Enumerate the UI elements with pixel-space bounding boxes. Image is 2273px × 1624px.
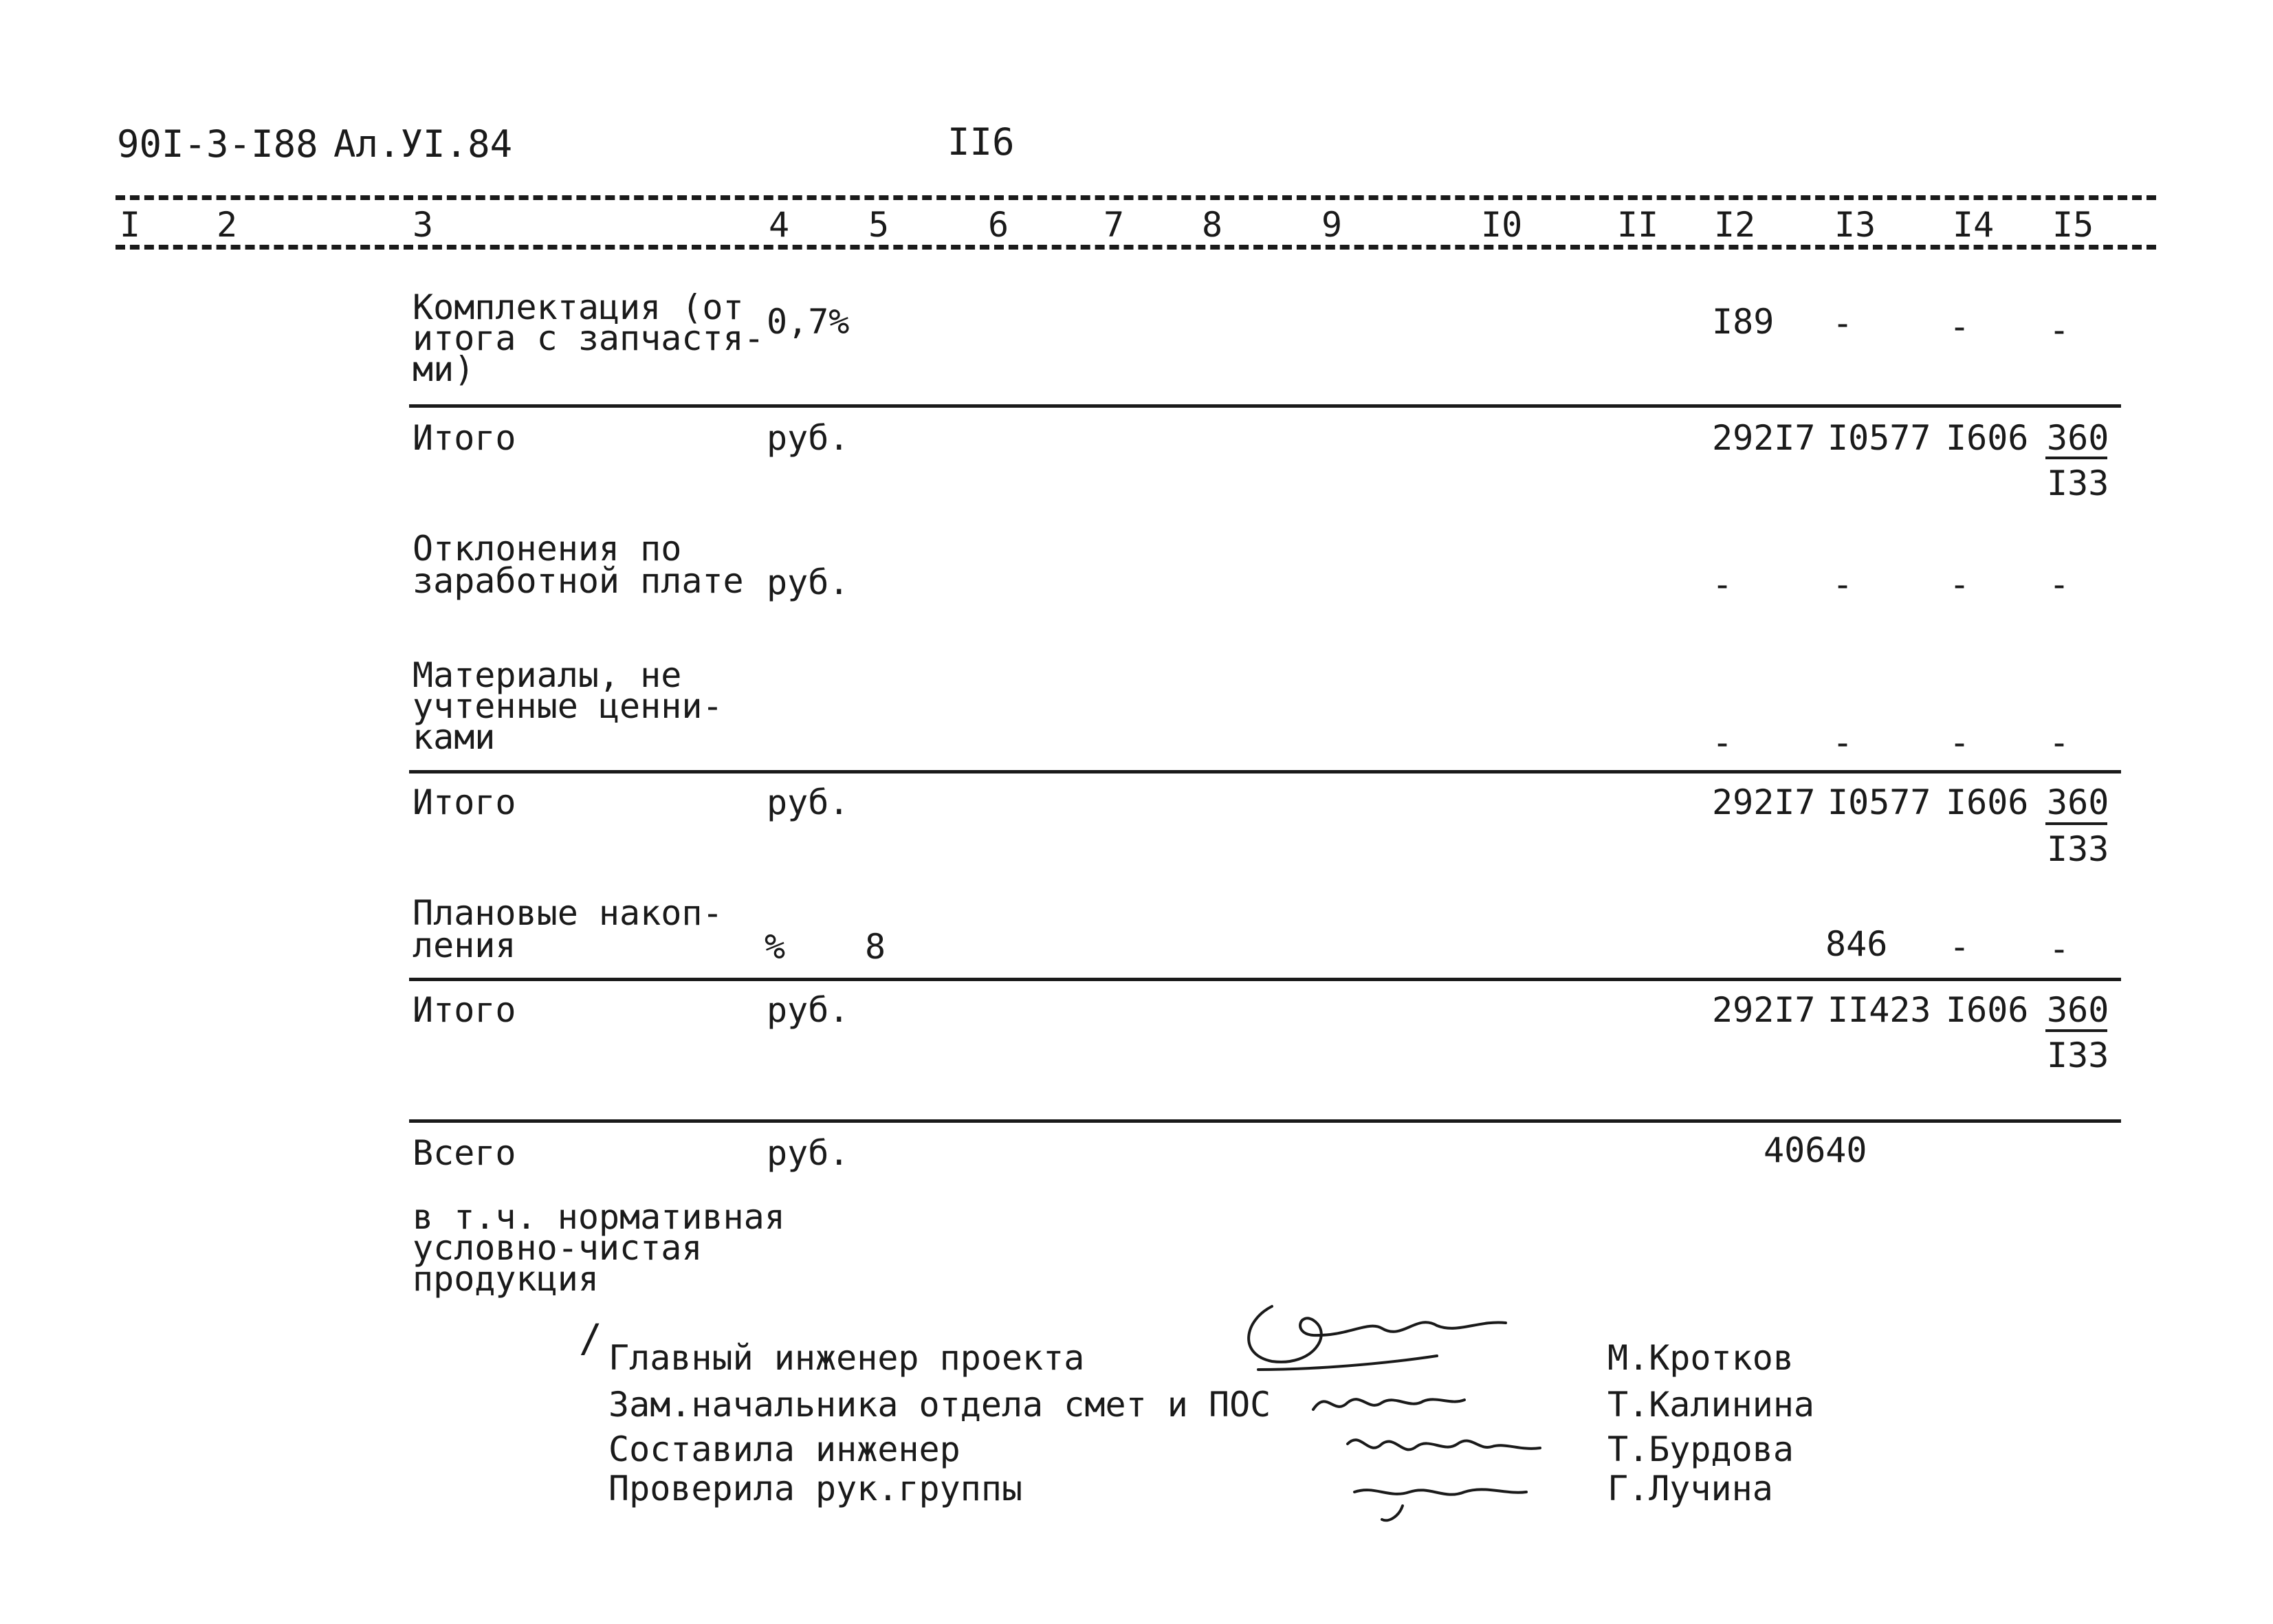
row-col15-numerator: 360 [2047, 418, 2109, 458]
row-col13: II423 [1827, 990, 1931, 1030]
note-text: в т.ч. нормативная условно-чистая продукция [413, 1197, 785, 1299]
row-col15: - [2049, 929, 2070, 969]
row-label: Материалы, не учтенные ценни- ками [413, 655, 723, 757]
signature-name: Г.Лучина [1607, 1469, 1773, 1508]
row-col14: - [1949, 927, 1970, 967]
row-label: Отклонения по заработной плате [413, 529, 744, 601]
signature-role: Проверила рук.группы [608, 1469, 1023, 1508]
column-number-9: 9 [1321, 205, 1343, 245]
row-unit: руб. [767, 782, 850, 822]
row-label: Итого [413, 990, 516, 1030]
handwritten-signature-2 [1306, 1382, 1471, 1423]
column-header-top-rule [116, 195, 2156, 200]
column-number-10: I0 [1481, 205, 1523, 245]
row-col14: - [1949, 564, 1970, 604]
total-label: Всего [413, 1133, 516, 1173]
page-number: II6 [947, 120, 1015, 164]
column-number-3: 3 [413, 205, 434, 245]
row-col13: I0577 [1827, 418, 1931, 458]
row-col14: I606 [1946, 782, 2029, 822]
row-col14: I606 [1946, 418, 2029, 458]
row-rule [409, 978, 2121, 981]
signature-name: М.Кротков [1607, 1338, 1794, 1378]
album-number: Ал.УI.84 [333, 122, 513, 166]
column-number-6: 6 [988, 205, 1009, 245]
column-number-5: 5 [868, 205, 890, 245]
row-col12: 292I7 [1712, 990, 1816, 1030]
row-col13: - [1832, 564, 1854, 604]
handwritten-signature-4 [1341, 1464, 1533, 1526]
row-col14: - [1949, 723, 1970, 762]
column-number-1: I [120, 205, 141, 245]
row-col15: - [2049, 564, 2070, 604]
row-unit: руб. [767, 562, 850, 602]
row-col14: I606 [1946, 990, 2029, 1030]
row-unit: % [765, 927, 786, 967]
column-number-12: I2 [1714, 205, 1756, 245]
column-number-7: 7 [1103, 205, 1125, 245]
total-unit: руб. [767, 1133, 850, 1173]
row-col12: I89 [1712, 302, 1775, 342]
signature-role: Зам.начальника отдела смет и ПОС [608, 1385, 1271, 1425]
total-value: 40640 [1764, 1130, 1867, 1170]
row-col15: - [2049, 310, 2070, 350]
row-unit: руб. [767, 418, 850, 458]
column-number-11: II [1617, 205, 1659, 245]
fraction-bar [2045, 457, 2107, 459]
row-rule [409, 770, 2121, 773]
row-col12: 292I7 [1712, 782, 1816, 822]
signature-role: Главный инженер проекта [608, 1338, 1085, 1378]
row-col15-numerator: 360 [2047, 990, 2109, 1030]
column-number-15: I5 [2052, 205, 2094, 245]
row-col13: I0577 [1827, 782, 1931, 822]
fraction-bar [2045, 822, 2107, 825]
row-label: Комплектация (от итога с запчастя- ми) [413, 287, 765, 389]
row-col12: 292I7 [1712, 418, 1816, 458]
row-col12: - [1712, 564, 1733, 604]
row-col14: - [1949, 307, 1970, 347]
row-rule [409, 1119, 2121, 1123]
row-unit: 0,7% [767, 302, 850, 342]
row-col15-numerator: 360 [2047, 782, 2109, 822]
slash-mark: / [579, 1317, 602, 1361]
row-col12: - [1712, 723, 1733, 762]
column-number-13: I3 [1834, 205, 1876, 245]
fraction-bar [2045, 1029, 2107, 1032]
column-number-8: 8 [1202, 205, 1223, 245]
row-col13: 846 [1825, 924, 1888, 964]
row-col15: - [2049, 723, 2070, 762]
row-label: Итого [413, 782, 516, 822]
signature-name: Т.Калинина [1607, 1385, 1815, 1425]
row-col13: - [1832, 723, 1854, 762]
handwritten-signature-1 [1231, 1293, 1519, 1375]
signature-role: Составила инженер [608, 1429, 960, 1469]
row-label: Итого [413, 418, 516, 458]
row-col13: - [1832, 303, 1854, 343]
row-col15-denominator: I33 [2047, 463, 2109, 503]
signature-name: Т.Бурдова [1607, 1429, 1794, 1469]
row-label: Плановые накоп- ления [413, 893, 723, 965]
row-col5: 8 [865, 927, 886, 967]
row-unit: руб. [767, 990, 850, 1030]
column-header-bottom-rule [116, 245, 2156, 250]
column-number-4: 4 [769, 205, 790, 245]
row-rule [409, 404, 2121, 408]
document-code: 90I-3-I88 [117, 122, 318, 166]
row-col15-denominator: I33 [2047, 829, 2109, 869]
column-number-2: 2 [217, 205, 238, 245]
row-col15-denominator: I33 [2047, 1035, 2109, 1075]
column-number-14: I4 [1953, 205, 1995, 245]
